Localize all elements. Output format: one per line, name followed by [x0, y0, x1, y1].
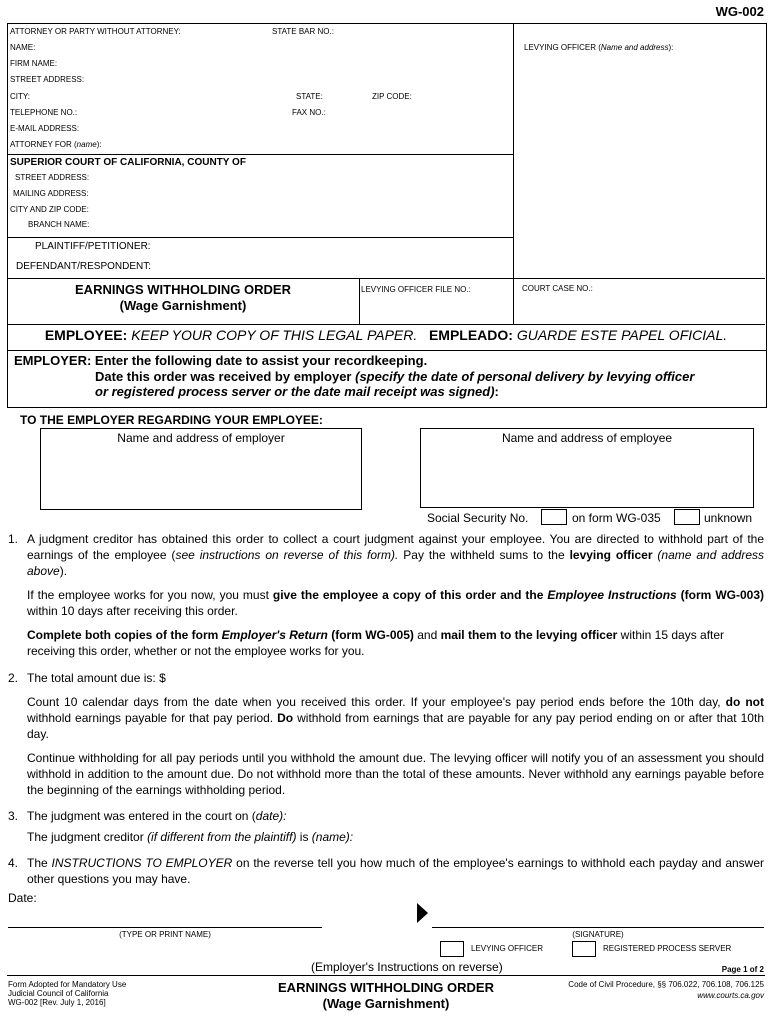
item-2-continue-text: Continue withholding for all pay periods until you withhold the amount due. The levying officer will notify you of an assessment you should withhold in addition to the amount due. Do not withhold more than the total of these amounts. Never withhold any earnings payable before the beginning of the earnings withholding period.	[27, 751, 764, 797]
date-label: Date:	[8, 891, 37, 905]
item-2-amount-text: The total amount due is: $	[27, 671, 166, 685]
lo-file-label: LEVYING OFFICER FILE NO.:	[361, 285, 471, 294]
item-2-number: 2.	[8, 671, 19, 685]
state-label: STATE:	[296, 92, 323, 101]
city-label: CITY:	[10, 92, 31, 101]
process-server-option-label: REGISTERED PROCESS SERVER	[603, 944, 732, 953]
zip-label: ZIP CODE:	[372, 92, 412, 101]
item-4-number: 4.	[8, 856, 19, 870]
adopted-line-2: Judicial Council of California	[8, 989, 109, 998]
court-mailing-label: MAILING ADDRESS:	[13, 189, 89, 198]
ssn-label: Social Security No.	[427, 511, 529, 525]
levying-officer-checkbox[interactable]	[440, 941, 464, 957]
attorney-for-label: ATTORNEY FOR (name):	[10, 140, 102, 149]
street-label: STREET ADDRESS:	[10, 75, 85, 84]
item-3-date-text: The judgment was entered in the court on (date):	[27, 809, 287, 823]
court-heading: SUPERIOR COURT OF CALIFORNIA, COUNTY OF	[10, 157, 246, 168]
process-server-checkbox[interactable]	[572, 941, 596, 957]
name-line	[8, 927, 322, 928]
adopted-line-3: WG-002 [Rev. July 1, 2016]	[8, 998, 106, 1007]
name-label: NAME:	[10, 43, 36, 52]
footer-rule	[7, 975, 765, 976]
plaintiff-label: PLAINTIFF/PETITIONER:	[35, 241, 151, 252]
employer-line1: EMPLOYER: Enter the following date to assist your recordkeeping.	[14, 353, 428, 368]
form-id: WG-002	[715, 4, 764, 19]
code-citation: Code of Civil Procedure, §§ 706.022, 706.108, 706.125	[568, 980, 764, 989]
ssn-unknown-label: unknown	[704, 511, 753, 525]
courts-url[interactable]: www.courts.ca.gov	[697, 991, 764, 1000]
item-3-number: 3.	[8, 809, 19, 823]
footer-title: EARNINGS WITHHOLDING ORDER (Wage Garnishment)	[278, 980, 494, 1011]
ssn-on-form-label: on form WG-035	[572, 511, 661, 525]
item-1-copy-text: If the employee works for you now, you must give the employee a copy of this order and the Employee Instructions (form WG-003) within 10 days after receiving this order.	[27, 588, 764, 618]
fax-label: FAX NO.:	[292, 108, 326, 117]
page-number: Page 1 of 2	[721, 965, 764, 974]
signature-label: (SIGNATURE)	[572, 930, 624, 939]
to-employer-heading: TO THE EMPLOYER REGARDING YOUR EMPLOYEE:	[20, 413, 323, 427]
type-name-label: (TYPE OR PRINT NAME)	[119, 930, 211, 939]
employer-line3: or registered process server or the date mail receipt was signed):	[95, 384, 499, 399]
employee-box-label: Name and address of employee	[501, 431, 673, 445]
item-1-return-text: Complete both copies of the form Employer's Return (form WG-005) and mail them to the levying officer within 15 days after receiving this order, whether or not the employee works for you.	[27, 628, 725, 658]
defendant-label: DEFENDANT/RESPONDENT:	[16, 261, 152, 272]
item-2-count-text: Count 10 calendar days from the date when you received this order. If your employee's pay period ends before the 10th day, do not withhold earnings payable for that pay period. Do withhold from earnings that are payable for any pay period ending on or after that 10th day.	[27, 695, 764, 741]
employer-line2: Date this order was received by employer (specify the date of personal delivery by levying officer	[95, 369, 695, 384]
employer-box-label: Name and address of employer	[117, 431, 285, 445]
state-bar-label: STATE BAR NO.:	[272, 27, 334, 36]
item-4-text: The INSTRUCTIONS TO EMPLOYER on the reverse tell you how much of the employee's earnings to withhold each payday and answer other questions you may have.	[27, 856, 764, 886]
email-label: E-MAIL ADDRESS:	[10, 124, 80, 133]
form-title: EARNINGS WITHHOLDING ORDER (Wage Garnishment)	[75, 282, 291, 313]
case-no-label: COURT CASE NO.:	[522, 284, 593, 293]
court-branch-label: BRANCH NAME:	[28, 220, 90, 229]
ssn-unknown-checkbox[interactable]	[674, 509, 700, 525]
signature-arrow-icon	[417, 903, 428, 923]
item-3-creditor-text: The judgment creditor (if different from the plaintiff) is (name):	[27, 830, 354, 844]
signature-line	[432, 927, 764, 928]
court-street-label: STREET ADDRESS:	[15, 173, 90, 182]
employee-banner: EMPLOYEE: KEEP YOUR COPY OF THIS LEGAL PAPER. EMPLEADO: GUARDE ESTE PAPEL OFICIAL.	[44, 327, 728, 343]
court-city-label: CITY AND ZIP CODE:	[10, 205, 89, 214]
levying-officer-option-label: LEVYING OFFICER	[471, 944, 544, 953]
phone-label: TELEPHONE NO.:	[10, 108, 78, 117]
item-1-number: 1.	[8, 532, 19, 546]
item-1-text: A judgment creditor has obtained this order to collect a court judgment against your employee. You are directed to withhold part of the earnings of the employee (see instructions on reverse of this form). Pay the withheld sums to the levying officer (name and address above).	[27, 532, 765, 578]
attorney-label: ATTORNEY OR PARTY WITHOUT ATTORNEY:	[10, 27, 181, 36]
adopted-line-1: Form Adopted for Mandatory Use	[8, 980, 127, 989]
firm-label: FIRM NAME:	[10, 59, 58, 68]
levying-officer-label: LEVYING OFFICER (Name and address):	[524, 43, 674, 52]
ssn-on-form-checkbox[interactable]	[541, 509, 567, 525]
employer-instructions-note: (Employer's Instructions on reverse)	[311, 960, 503, 974]
